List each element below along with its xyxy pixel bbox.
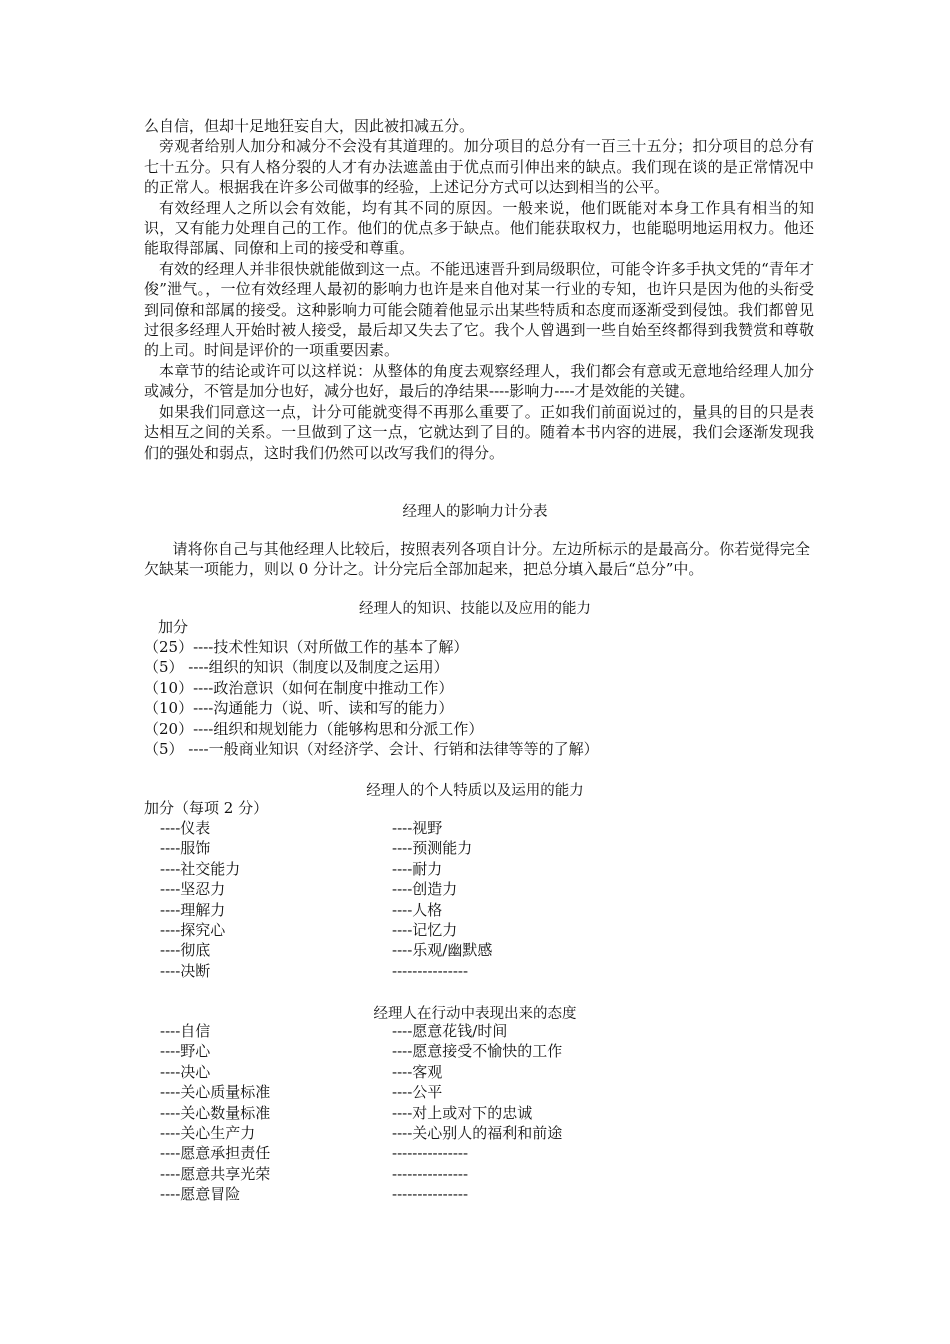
trait-item: ----耐力 <box>392 859 443 878</box>
paragraph: 有效的经理人并非很快就能做到这一点。不能迅速晋升到局级职位，可能令许多手执文凭的“青年才俊”泄气。，一位有效经理人最初的影响力也许是来自他对某一行业的专知，也许只是因为他的头衔受到同僚和部属的接受。这种影响力可能会随着他显示出某些特质和态度而逐渐受到侵蚀。我们都曾见过很多经理人开始时被人接受，最后却又失去了它。我个人曾遇到一些自始至终都得到我赞赏和尊敬的上司。时间是评价的一项重要因素。 <box>144 259 814 360</box>
attitude-item: ----愿意共享光荣 <box>160 1164 271 1183</box>
blank-line: --------------- <box>392 1185 469 1204</box>
attitude-item: ----愿意接受不愉快的工作 <box>392 1042 563 1061</box>
score-item: （10）----沟通能力（说、听、读和写的能力） <box>144 699 454 718</box>
paragraph: 有效经理人之所以会有效能，均有其不同的原因。一般来说，他们既能对本身工作具有相当的知识，又有能力处理自己的工作。他们的优点多于缺点。他们能获取权力，也能聪明地运用权力。他还能取得部属、同僚和上司的接受和尊重。 <box>144 198 814 258</box>
attitude-item: ----关心数量标准 <box>160 1103 271 1122</box>
attitude-item: ----公平 <box>392 1083 443 1102</box>
section2-label <box>144 798 268 818</box>
section1-items <box>144 637 599 759</box>
trait-item: ----决断 <box>160 961 211 980</box>
paragraph: 旁观者给别人加分和减分不会没有其道理的。加分项目的总分有一百三十五分；扣分项目的总分有七十五分。只有人格分裂的人才有办法遮盖由于优点而引伸出来的缺点。我们现在谈的是正常情况中的正常人。根据我在许多公司做事的经验，上述记分方式可以达到相当的公平。 <box>144 137 814 197</box>
trait-item: ----理解力 <box>160 900 226 919</box>
section2-left-column <box>160 818 240 981</box>
section2-right-column <box>392 818 492 981</box>
trait-item: ----记忆力 <box>392 920 458 939</box>
intro-text: 请将你自己与其他经理人比较后，按照表列各项自计分。左边所标示的是最高分。你若觉得完全欠缺某一项能力，则以 0 分计之。计分完后全部加起来，把总分填入最后“总分”中。 <box>144 540 810 579</box>
attitude-item: ----决心 <box>160 1062 211 1081</box>
trait-item: ----预测能力 <box>392 839 473 858</box>
paragraph: 本章节的结论或许可以这样说：从整体的角度去观察经理人，我们都会有意或无意地给经理人加分或减分，不管是加分也好，减分也好，最后的净结果----影响力----才是效能的关键。 <box>144 361 814 401</box>
trait-item: ----视野 <box>392 819 443 837</box>
attitude-item: ----愿意冒险 <box>160 1185 241 1204</box>
trait-item: ----探究心 <box>160 920 226 939</box>
score-item: （5） ----一般商业知识（对经济学、会计、行销和法律等等的了解） <box>144 740 599 759</box>
plus-score-label: 加分 <box>158 618 189 636</box>
attitude-item: ----关心生产力 <box>160 1123 256 1142</box>
section2-title: 经理人的个人特质以及运用的能力 <box>366 783 584 799</box>
trait-item: ----创造力 <box>392 880 458 899</box>
paragraph: 如果我们同意这一点，计分可能就变得不再那么重要了。正如我们前面说过的，量具的目的只是表达相互之间的关系。一旦做到了这一点，它就达到了目的。随着本书内容的进展，我们会逐渐发现我们的强处和弱点，这时我们仍然可以改写我们的得分。 <box>144 402 814 462</box>
section3-title: 经理人在行动中表现出来的态度 <box>373 1006 577 1022</box>
attitude-item: ----对上或对下的忠诚 <box>392 1103 533 1122</box>
blank-line: --------------- <box>392 1164 469 1183</box>
trait-item: ----人格 <box>392 900 443 919</box>
trait-item: ----乐观/幽默感 <box>392 941 493 960</box>
section1-title: 经理人的知识、技能以及应用的能力 <box>359 601 591 617</box>
attitude-item: ----自信 <box>160 1022 211 1040</box>
section3-left-column <box>160 1021 270 1205</box>
blank-line: --------------- <box>392 961 469 980</box>
attitude-item: ----愿意花钱/时间 <box>392 1022 508 1040</box>
trait-item: ----仪表 <box>160 819 211 837</box>
trait-item: ----彻底 <box>160 941 211 960</box>
score-item: （10）----政治意识（如何在制度中推动工作） <box>144 678 454 697</box>
trait-item: ----坚忍力 <box>160 880 226 899</box>
section3-right-column <box>392 1021 562 1205</box>
score-item: （25）----技术性知识（对所做工作的基本了解） <box>144 638 469 656</box>
attitude-item: ----客观 <box>392 1062 443 1081</box>
score-item: （20）----组织和规划能力（能够构思和分派工作） <box>144 719 484 738</box>
attitude-item: ----关心质量标准 <box>160 1083 271 1102</box>
attitude-item: ----关心别人的福利和前途 <box>392 1123 563 1142</box>
attitude-item: ----野心 <box>160 1042 211 1061</box>
body-text <box>144 116 814 463</box>
score-item: （5） ----组织的知识（制度以及制度之运用） <box>144 658 449 677</box>
trait-item: ----服饰 <box>160 839 211 858</box>
table-title: 经理人的影响力计分表 <box>402 504 548 520</box>
plus-score-label: 加分（每项 2 分） <box>144 799 269 817</box>
attitude-item: ----愿意承担责任 <box>160 1144 271 1163</box>
trait-item: ----社交能力 <box>160 859 241 878</box>
paragraph: 么自信，但却十足地狂妄自大，因此被扣减五分。 <box>144 117 475 135</box>
blank-line: --------------- <box>392 1144 469 1163</box>
section1-label <box>158 617 188 637</box>
